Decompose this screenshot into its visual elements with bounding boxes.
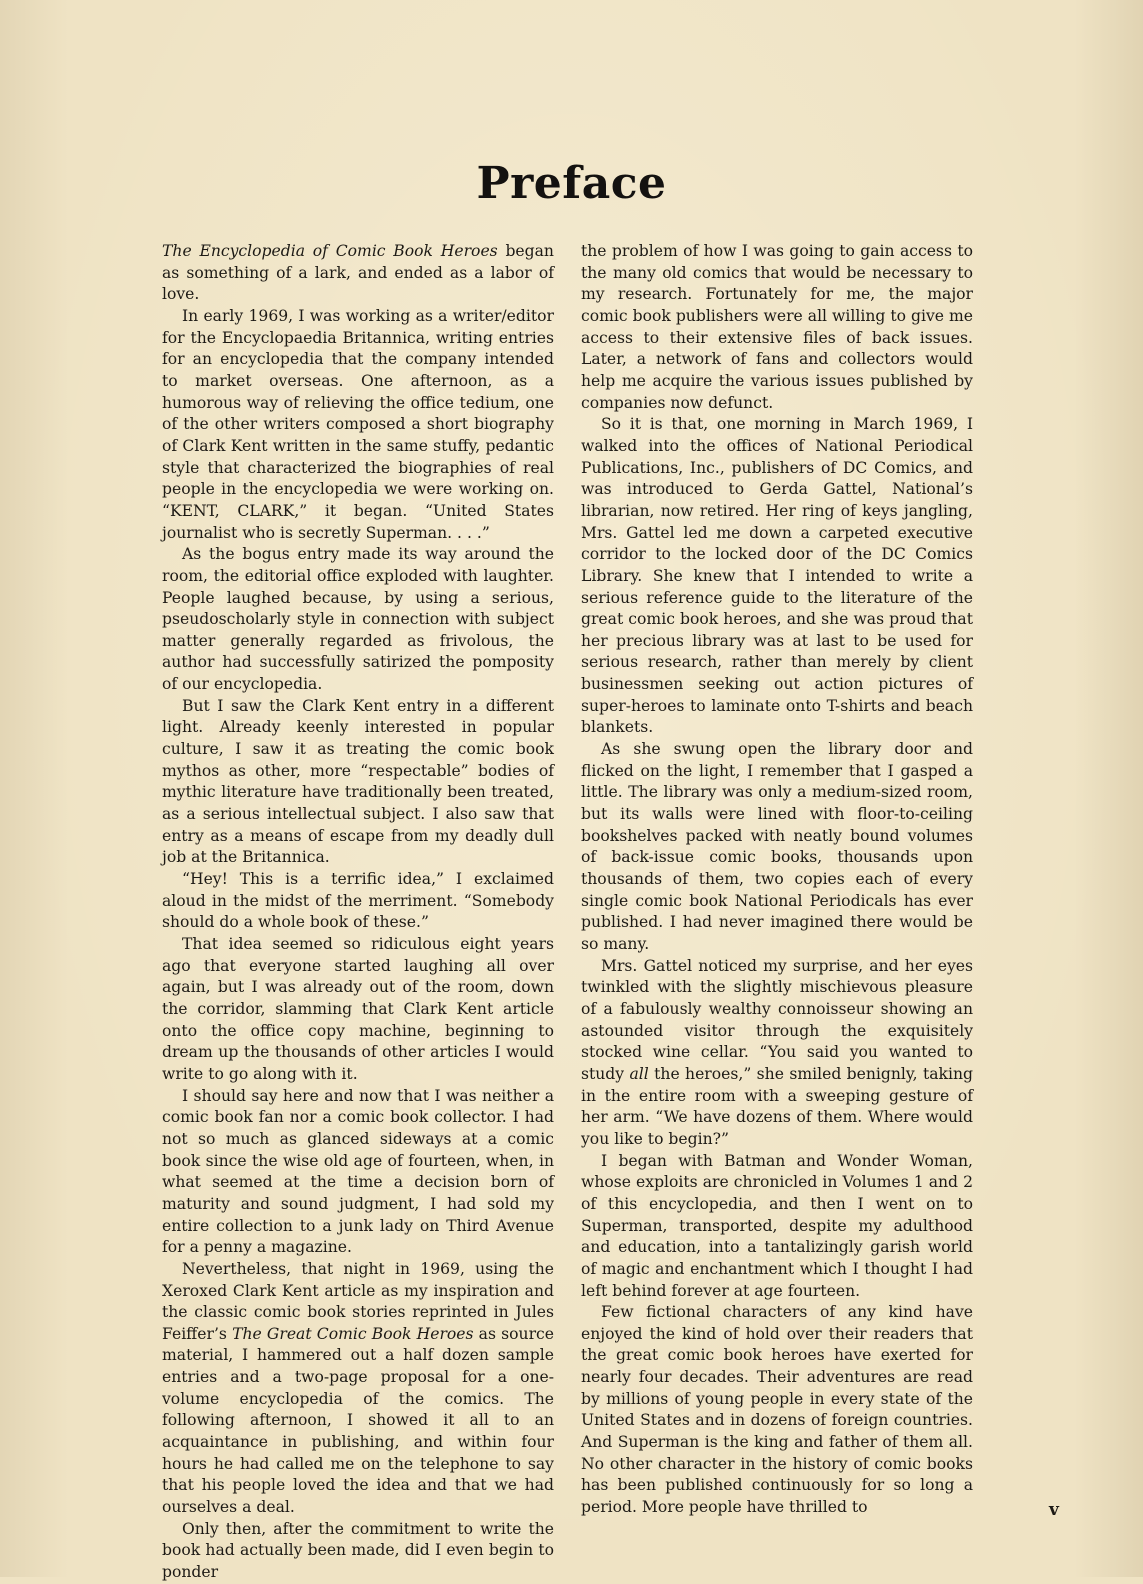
paragraph: That idea seemed so ridiculous eight years ago that everyone started laughing all over again, but I was already out of the room, down the corridor, slamming that Clark Kent article onto the office copy machine, beginning to dream up the thousands of other articles I would write to go along with it. bbox=[162, 935, 554, 1083]
book-title: The Encyclopedia of Comic Book Heroes bbox=[162, 242, 498, 260]
paragraph-text: began as something of a lark, and ended as a labor of love. bbox=[162, 242, 554, 304]
book-title: The Great Comic Book Heroes bbox=[232, 1324, 474, 1343]
paragraph: But I saw the Clark Kent entry in a different light. Already keenly interested in popular culture, I saw it as treating the comic book mythos as other, more “respectable” bodies of mythic literature have traditionally been treated, as a serious intellectual subject. I also saw that entry as a means of escape from my deadly dull job at the Britannica. bbox=[162, 696, 554, 867]
paragraph: I should say here and now that I was neither a comic book fan nor a comic book collector. I had not so much as glanced sideways at a comic book since the wise old age of fourteen, when, in what seemed at the time a decision born of maturity and sound judgment, I had sold my entire collection to a junk lady on Third Avenue for a penny a magazine. bbox=[162, 1086, 554, 1257]
text-column-left bbox=[162, 241, 554, 1584]
paragraph bbox=[162, 1259, 554, 1519]
emphasis: all bbox=[629, 1064, 649, 1083]
paragraph: I began with Batman and Wonder Woman, whose exploits are chronicled in Volumes 1 and 2 of this encyclopedia, and then I went on to Superman, transported, despite my adulthood and education, into a tantalizingly garish world of magic and enchantment which I thought I had left behind forever at age fourteen. bbox=[581, 1151, 973, 1300]
paragraph: As she swung open the library door and flicked on the light, I remember that I gasped a little. The library was only a medium-sized room, but its walls were lined with floor-to-ceiling bookshelves packed with neatly bound volumes of back-issue comic books, thousands upon thousands of them, two copies each of every single comic book National Periodicals has ever published. I had never imagined there would be so many. bbox=[581, 740, 973, 953]
paragraph-text: the heroes,” she smiled benignly, taking in the entire room with a sweeping gesture of her arm. “We have dozens of them. Where would you like to begin?” bbox=[581, 1064, 974, 1148]
paragraph bbox=[162, 241, 554, 306]
paragraph bbox=[581, 956, 973, 1151]
paragraph: So it is that, one morning in March 1969, I walked into the offices of National Periodical Publications, Inc., publishers of DC Comics, and was introduced to Gerda Gattel, National’s librarian, now retired. Her ring of keys jangling, Mrs. Gattel led me down a carpeted executive corridor to the locked door of the DC Comics Library. She knew that I intended to write a serious reference guide to the literature of the great comic book heroes, and she was proud that her precious library was at last to be used for serious research, rather than merely by client businessmen seeking out action pictures of super-heroes to laminate onto T-shirts and beach blankets. bbox=[581, 415, 973, 737]
paragraph-text: as source material, I hammered out a half dozen sample entries and a two-page proposal for a one-volume encyclopedia of the comics. The following afternoon, I showed it all to an acquaintance in publishing, and within four hours he had called me on the telephone to say that his people loved the idea and that we had ourselves a deal. bbox=[162, 1324, 554, 1517]
paragraph: As the bogus entry made its way around the room, the editorial office exploded with laughter. People laughed because, by using a serious, pseudoscholarly style in connection with subject matter generally regarded as frivolous, the author had successfully satirized the pomposity of our encyclopedia. bbox=[162, 545, 554, 694]
paragraph: “Hey! This is a terrific idea,” I exclaimed aloud in the midst of the merriment. “Somebody should do a whole book of these.” bbox=[162, 870, 554, 932]
paragraph: the problem of how I was going to gain access to the many old comics that would be necessary to my research. Fortunately for me, the major comic book publishers were all willing to give me access to their extensive files of back issues. Later, a network of fans and collectors would help me acquire the various issues published by companies now defunct. bbox=[581, 242, 973, 412]
page-number: v bbox=[1049, 1500, 1059, 1520]
paragraph: Few fictional characters of any kind have enjoyed the kind of hold over their readers that the great comic book heroes have exerted for nearly four decades. Their adventures are read by millions of young people in every state of the United States and in dozens of foreign countries. And Superman is the king and father of them all. No other character in the history of comic books has been published continuously for so long a period. More people have thrilled to bbox=[581, 1303, 973, 1517]
page-title: Preface bbox=[476, 158, 667, 209]
paragraph-text: Mrs. Gattel noticed my surprise, and her eyes twinkled with the slightly mischievous pleasure of a fabulously wealthy connoisseur showing an astounded visitor through the exquisitely stocked wine cellar. “You said you wanted to study bbox=[581, 956, 973, 1083]
text-column-right bbox=[581, 241, 973, 1519]
paragraph: Only then, after the commitment to write the book had actually been made, did I even begin to ponder bbox=[162, 1519, 554, 1582]
paragraph: In early 1969, I was working as a writer/editor for the Encyclopaedia Britannica, writing entries for an encyclopedia that the company intended to market overseas. One afternoon, as a humorous way of relieving the office tedium, one of the other writers composed a short biography of Clark Kent written in the same stuffy, pedantic style that characterized the biographies of real people in the encyclopedia we were working on. “KENT, CLARK,” it began. “United States journalist who is secretly Superman. . . .” bbox=[162, 306, 554, 542]
paragraph-text: Nevertheless, that night in 1969, using the Xeroxed Clark Kent article as my inspiration and the classic comic book stories reprinted in Jules Feiffer’s bbox=[162, 1259, 554, 1343]
